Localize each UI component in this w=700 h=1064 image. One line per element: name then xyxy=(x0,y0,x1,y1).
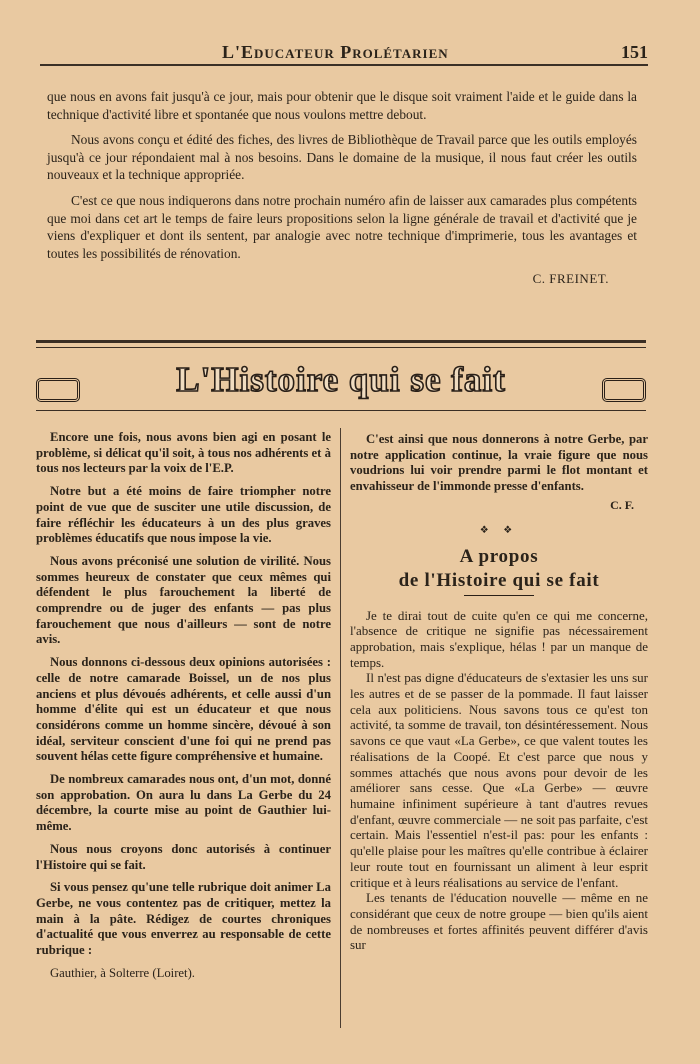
section-divider-top xyxy=(36,340,646,348)
intro-paragraph: Nous avons conçu et édité des fiches, des livres de Bibliothèque de Travail parce que les outils employés jusqu'à ce jour répondaient mal à nos besoins. Dans le domaine de la musique, il nous faut créer les outils nouveaux et la technique appropriée. xyxy=(47,132,637,183)
column-divider xyxy=(340,428,341,1028)
article-body xyxy=(350,608,648,953)
article-title-line2: de l'Histoire qui se fait xyxy=(398,569,600,591)
section-divider-bottom xyxy=(36,410,646,411)
left-closing: Gauthier, à Solterre (Loiret). xyxy=(50,965,195,980)
header-rule xyxy=(40,64,648,66)
article-title-rule xyxy=(464,595,534,596)
article-paragraph: Il n'est pas digne d'éducateurs de s'extasier les uns sur les autres et de se passer de la pommade. Il faut laisser cela aux politiciens. Nous savons tous ce qu'est ton activité, ta somme de travail, ton désintéressement. Nous savons ce que vaut «La Gerbe», ce que valent toutes les réalisations de la Coopé. Et c'est parce que nous y sommes attachés que nous avons pour devoir de les améliorer sans cesse. Que «La Gerbe» — œuvre humaine infiniment supérieure à tant d'autres revues d'enfant, œuvre commerciale — ne soit pas parfaite, c'est certain. Mais l'essentiel n'est-il pas: pour les enfants : qu'elle plaise pour les maîtres qu'elle contribue à éclairer leur route tout en fournissant un aliment à leur esprit critique et à leurs réalisations au service de l'enfant. xyxy=(350,670,648,890)
left-paragraph: Encore une fois, nous avons bien agi en posant le problème, si délicat qu'il soit, à tous nos adhérents et à tous nos lecteurs par la voix de l'E.P. xyxy=(36,430,331,476)
left-paragraph: Nous avons préconisé une solution de virilité. Nous sommes heureux de constater que ceux mêmes qui défendent le plus farouchement la liberté de comprendre ou de juger des enfants — pas plus farouchement que nous d'ailleurs — sont de notre avis. xyxy=(36,553,331,647)
article-title xyxy=(350,545,648,593)
initials: C. F. xyxy=(610,498,634,513)
left-column xyxy=(36,430,331,989)
intro-paragraph: que nous en avons fait jusqu'à ce jour, mais pour obtenir que le disque soit vraiment l'aide et le guide dans la technique d'activité libre et spontanée que nous voulons mettre debout. xyxy=(47,89,637,122)
left-paragraph: Nous donnons ci-dessous deux opinions autorisées : celle de notre camarade Boissel, un de nos plus anciens et plus dévoués adhérents, et celle aussi d'un homme d'élite qui est un éducateur et que nous considérons comme un homme sincère, dévoué à son idéal, serviteur conscient d'une foi qui ne prend pas souvent hélas cette figure compréhensive et humaine. xyxy=(36,655,331,764)
page-number: 151 xyxy=(621,42,648,62)
article-paragraph: Les tenants de l'éducation nouvelle — même en ne considérant que ceux de notre groupe — bien qu'ils aient de nombreuses et fortes affinités peuvent différer d'avis sur xyxy=(350,890,648,953)
left-paragraph: Notre but a été moins de faire triompher notre point de vue que de susciter une utile discussion, de faire réfléchir les éducateurs à un des plus graves problèmes éducatifs que nous impose la vie. xyxy=(36,484,331,546)
left-paragraph: Nous nous croyons donc autorisés à continuer l'Histoire qui se fait. xyxy=(36,841,331,872)
section-title: L'Histoire qui se fait xyxy=(176,360,506,399)
signature: C. FREINET. xyxy=(532,271,609,287)
separator-ornament: ❖ ❖ xyxy=(479,524,519,536)
left-paragraph: Si vous pensez qu'une telle rubrique doit animer La Gerbe, ne vous contentez pas de critiquer, mettez la main à la pâte. Rédigez de courtes chroniques d'actualité que vous enverrez au responsable de cette rubrique : xyxy=(36,880,331,958)
article-title-line1: A propos xyxy=(459,545,539,567)
right-column xyxy=(350,432,648,953)
section-heading xyxy=(36,360,646,410)
page-header xyxy=(40,42,648,66)
article-paragraph: Je te dirai tout de cuite qu'en ce qui me concerne, l'absence de critique ne signifie pas nécessairement approbation, mais s'explique, hélas ! par un manque de temps. xyxy=(350,607,648,670)
right-lead-paragraph: C'est ainsi que nous donnerons à notre Gerbe, par notre application continue, la vraie figure que nous voudrions lui voir prendre parmi le flot montant et envahisseur de l'immonde presse d'enfants. xyxy=(350,432,648,493)
intro-paragraph: C'est ce que nous indiquerons dans notre prochain numéro afin de laisser aux camarades plus compétents que moi dans cet art le temps de faire leurs propositions selon la ligne générale de travail et d'activité que je viens d'expliquer et dont ils sentent, par analogie avec notre technique d'imprimerie, tous les avantages et toutes les possibilités de rénovation. xyxy=(47,192,637,261)
ornament-left-icon xyxy=(36,378,80,402)
intro-text xyxy=(47,88,637,288)
ornament-right-icon xyxy=(602,378,646,402)
running-title: L'Educateur Prolétarien xyxy=(222,42,449,62)
left-paragraph: De nombreux camarades nous ont, d'un mot, donné son approbation. On aura lu dans La Gerbe du 24 décembre, la courte mise au point de Gauthier lui-même. xyxy=(36,772,331,834)
